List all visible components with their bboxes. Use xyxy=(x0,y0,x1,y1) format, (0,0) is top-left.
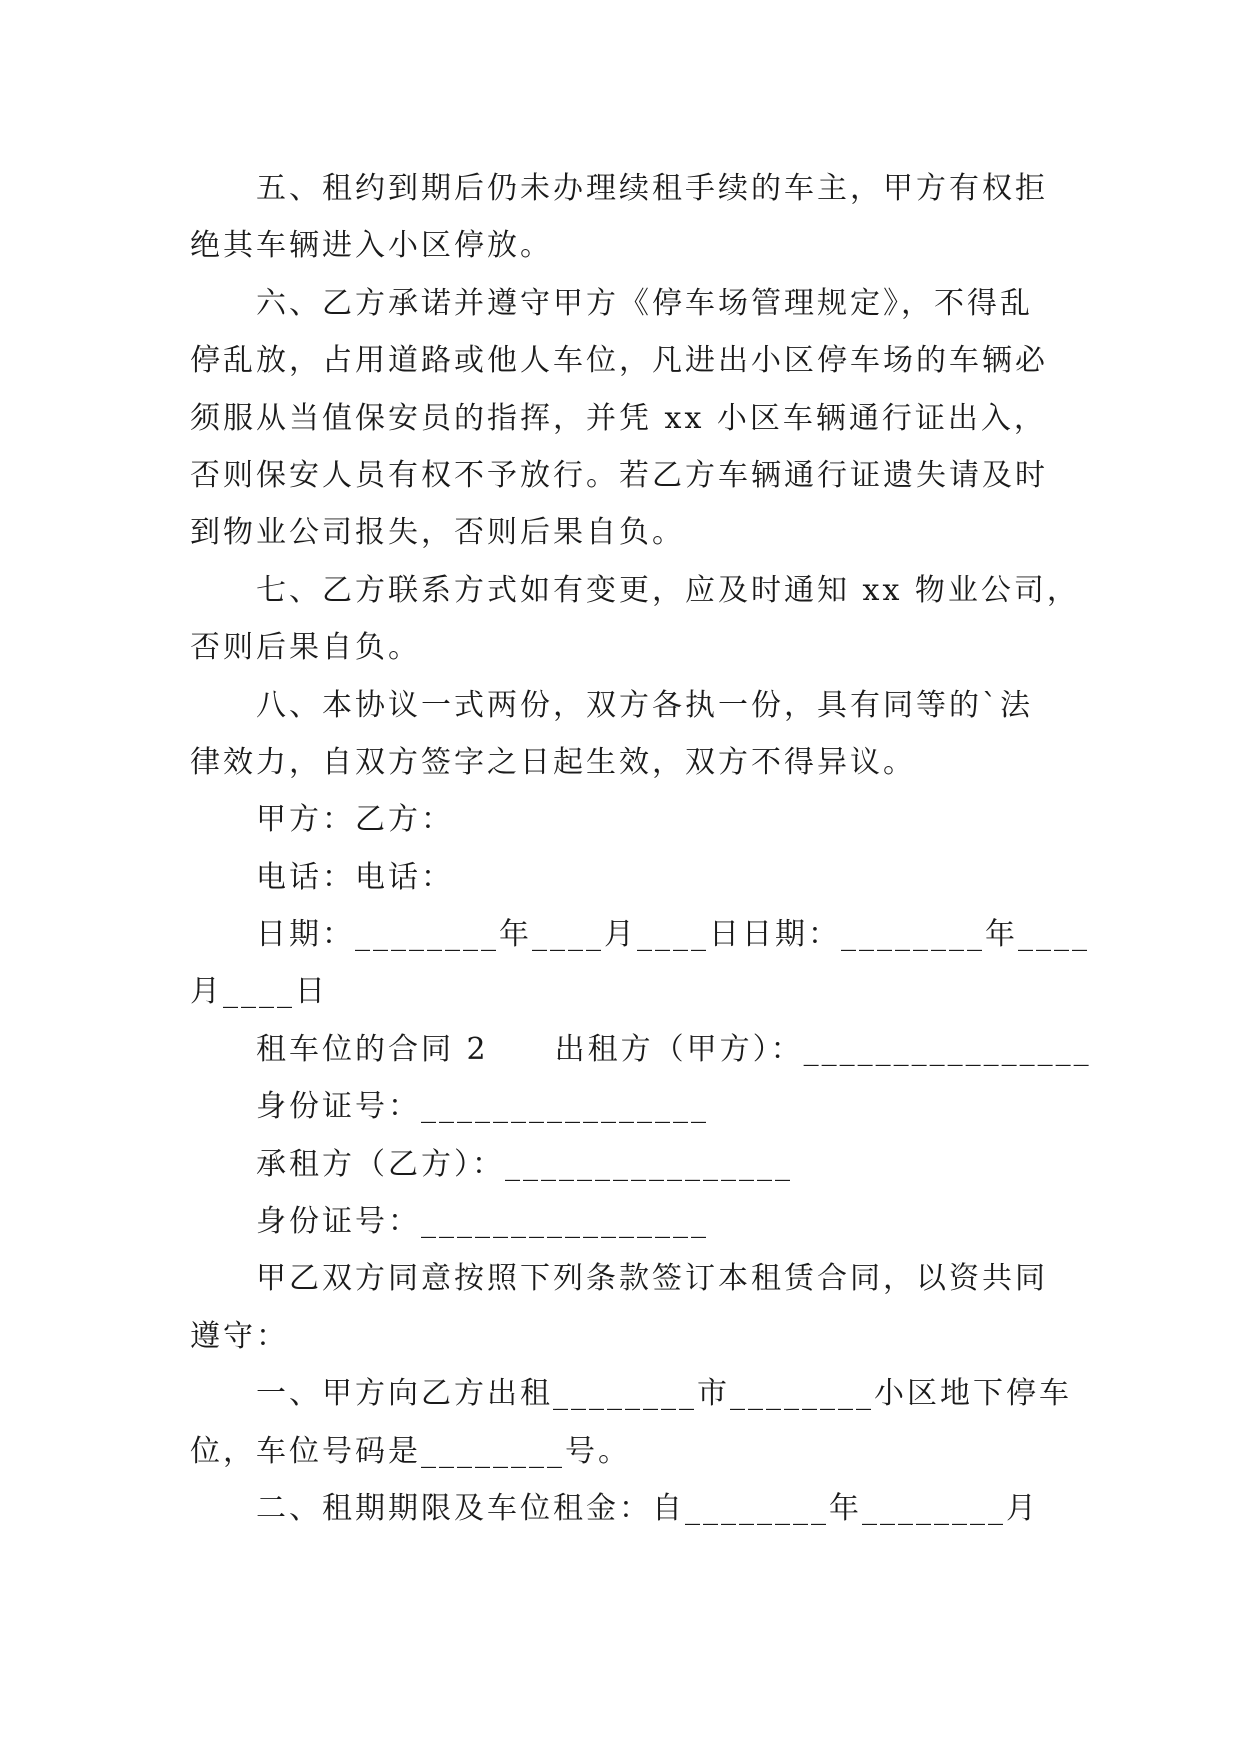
phone-line: 电话：电话： xyxy=(256,859,454,895)
contract-2-clause-1-line-1: 一、甲方向乙方出租________市________小区地下停车 xyxy=(256,1376,1072,1412)
contract-2-clause-1-line-2: 位，车位号码是________号。 xyxy=(190,1433,631,1469)
date-line-1: 日期：________年____月____日日期：________年____ xyxy=(256,917,1090,953)
clause-6-line-1: 六、乙方承诺并遵守甲方《停车场管理规定》，不得乱 xyxy=(256,285,1033,321)
clause-8-line-1: 八、本协议一式两份，双方各执一份，具有同等的`法 xyxy=(256,687,1033,723)
agreement-intro-line-1: 甲乙双方同意按照下列条款签订本租赁合同，以资共同 xyxy=(256,1261,1048,1297)
clause-6-line-5: 到物业公司报失，否则后果自负。 xyxy=(190,515,685,551)
clause-6-line-3: 须服从当值保安员的指挥，并凭 xx 小区车辆通行证出入， xyxy=(190,400,1047,436)
clause-6-line-4: 否则保安人员有权不予放行。若乙方车辆通行证遗失请及时 xyxy=(190,457,1048,493)
date-line-2: 月____日 xyxy=(190,974,328,1010)
clause-8-line-2: 律效力，自双方签字之日起生效，双方不得异议。 xyxy=(190,744,916,780)
clause-5-line-1: 五、租约到期后仍未办理续租手续的车主，甲方有权拒 xyxy=(256,171,1048,206)
clause-7-line-2: 否则后果自负。 xyxy=(190,630,421,666)
party-signature-line: 甲方：乙方： xyxy=(256,802,454,838)
agreement-intro-line-2: 遵守： xyxy=(190,1318,289,1354)
clause-5-line-2: 绝其车辆进入小区停放。 xyxy=(190,228,553,264)
clause-6-line-2: 停乱放，占用道路或他人车位，凡进出小区停车场的车辆必 xyxy=(190,343,1048,379)
lessor-id-number: 身份证号：________________ xyxy=(256,1089,709,1125)
lessee-id-number: 身份证号：________________ xyxy=(256,1204,709,1240)
document-body xyxy=(190,160,1092,1537)
lessee-line: 承租方（乙方）：________________ xyxy=(256,1146,793,1182)
contract-2-heading-lessor: 租车位的合同 2 出租方（甲方）：________________ xyxy=(256,1031,1092,1067)
clause-7-line-1: 七、乙方联系方式如有变更，应及时通知 xx 物业公司， xyxy=(256,572,1080,608)
contract-2-clause-2-line-1: 二、租期期限及车位租金：自________年________月 xyxy=(256,1490,1039,1526)
